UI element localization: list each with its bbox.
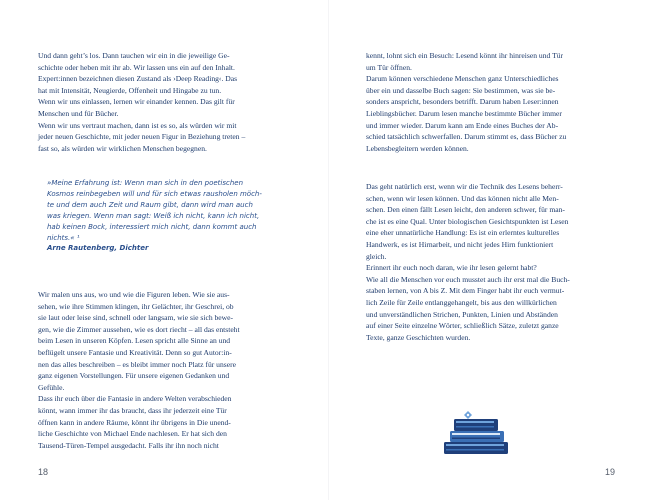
quote-line: nichts.« ¹: [47, 233, 80, 242]
text-line: schichte oder heben mit ihr ab. Wir lassen uns ein auf den Inhalt.: [38, 62, 235, 72]
text-line: um Tür öffnen.: [366, 62, 412, 72]
text-line: lich Zeile für Zeile entlanggehangelt, bis aus den willkürlichen: [366, 297, 557, 307]
quote-line: was kriegen. Wenn man sagt: Weiß ich nicht, kann ich nicht,: [47, 211, 260, 220]
page-number: 19: [605, 467, 616, 477]
text-line: Texte, ganze Geschichten wurden.: [366, 332, 471, 342]
text-line: Lieblingsbücher. Darum lesen manche bestimmte Bücher immer: [366, 108, 562, 118]
text-line: über ein und dasselbe Buch sagen: Sie bestimmen, was sie be-: [366, 85, 556, 95]
text-line: liche Geschichte von Michael Ende nachlesen. Er hat sich den: [38, 429, 227, 439]
text-line: Und dann geht’s los. Dann tauchen wir ein in die jeweilige Ge-: [38, 51, 230, 60]
text-line: schen. Den einen fällt Lesen leicht, den anderen schwer, für man-: [366, 205, 565, 215]
right-page: [329, 0, 658, 500]
text-line: kennt, lohnt sich ein Besuch: Lesend könnt ihr hinreisen und Tür: [366, 51, 564, 60]
text-line: staben lernen, von A bis Z. Mit dem Finger habt ihr euch vermut-: [366, 286, 565, 296]
text-line: eine eher unnatürliche Handlung: Es ist ein erlerntes kulturelles: [366, 228, 560, 238]
text-line: Erinnert ihr euch noch daran, wie ihr lesen gelernt habt?: [366, 263, 537, 273]
text-line: beflügelt unsere Fantasie und Kreativität. Denn so gut Autor:in-: [38, 347, 232, 357]
text-line: schen, wenn wir lesen können. Und das können nicht alle Men-: [366, 193, 559, 203]
text-line: öffnen kann in andere Räume, könnt ihr übrigens in Die unend-: [38, 417, 231, 427]
text-line: che ist es eine Qual. Unter biologischen Gesichtspunkten ist Lesen: [366, 216, 569, 226]
stacked-books-icon: [442, 408, 512, 456]
pull-quote: [47, 178, 287, 254]
text-line: nen das alles beschreiben – es bleibt immer noch Platz für unsere: [38, 359, 237, 369]
quote-line: »Meine Erfahrung ist: Wenn man sich in den poetischen: [47, 179, 244, 187]
text-line: Wir malen uns aus, wo und wie die Figuren leben. Wie sie aus-: [38, 290, 230, 299]
right-paragraph-1: [366, 50, 628, 154]
text-line: Wenn wir uns vertraut machen, dann ist es so, als würden wir mit: [38, 120, 237, 130]
text-line: hat mit Intensität, Neugierde, Offenheit und Hingabe zu tun.: [38, 85, 222, 95]
quote-line: te und dem auch Zeit und Raum gibt, dann wird man auch: [47, 200, 253, 209]
text-line: sie laut oder leise sind, schnell oder langsam, wie sie sich bewe-: [38, 313, 234, 323]
page-number: 18: [38, 467, 49, 477]
text-line: Darum können verschiedene Menschen ganz Unterschiedliches: [366, 74, 559, 84]
quote-line: Kosmos reinbegeben will und für sich etwas rausholen möch-: [47, 189, 262, 198]
right-paragraph-2: [366, 181, 628, 343]
text-line: und unverständlichen Strichen, Punkten, Linien und Abständen: [366, 309, 558, 319]
text-line: beim Lesen in unseren Köpfen. Lesen spricht alle Sinne an und: [38, 336, 231, 346]
text-line: und immer wieder. Darum kann am Ende eines Buches der Ab-: [366, 120, 559, 130]
text-line: Lebensbegleitern werden können.: [366, 143, 469, 153]
quote-line: hab keinen Bock, interessiert mich nicht, dann kommt auch: [47, 222, 257, 231]
text-line: Das geht natürlich erst, wenn wir die Technik des Lesens beherr-: [366, 182, 563, 191]
text-line: Handwerk, es ist Hirnarbeit, und nicht jedes Hirn funktioniert: [366, 239, 554, 249]
text-line: Tausend-Türen-Tempel ausgedacht. Falls ihr ihn noch nicht: [38, 440, 219, 450]
text-line: Expert:innen bezeichnen diesen Zustand als ›Deep Reading‹. Das: [38, 74, 238, 84]
left-paragraph-2: [38, 289, 300, 451]
text-line: Dass ihr euch über die Fantasie in andere Welten verabschieden: [38, 394, 232, 404]
text-line: ganz eigenen Vorstellungen. Für unsere eigenen Gedanken und: [38, 371, 230, 381]
text-line: Gefühle.: [38, 382, 65, 392]
left-paragraph-1: [38, 50, 300, 154]
text-line: schied tatsächlich schwerfallen. Darum stimmt es, dass Bücher zu: [366, 132, 567, 142]
quote-author: Arne Rautenberg, Dichter: [47, 244, 149, 253]
text-line: gleich.: [366, 251, 387, 261]
text-line: könnt, wann immer ihr das braucht, dass ihr jederzeit eine Tür: [38, 405, 227, 415]
text-line: sehen, wie ihre Stimmen klingen, ihr Gelächter, ihr Geschrei, ob: [38, 301, 234, 311]
text-line: Wie all die Menschen vor euch musstet auch ihr erst mal die Buch-: [366, 274, 570, 284]
text-line: fast so, als würden wir wirklichen Menschen begegnen.: [38, 143, 207, 153]
text-line: Menschen und für Bücher.: [38, 108, 119, 118]
text-line: Wenn wir uns einlassen, lernen wir einander kennen. Das gilt für: [38, 97, 235, 107]
text-line: auf einer Seite einzelne Wörter, schließlich Sätze, zuletzt ganze: [366, 321, 559, 331]
text-line: jeder neuen Geschichte, mit jeder neuen Figur in Beziehung treten –: [38, 132, 246, 142]
text-line: sonders anspricht, besonders betrifft. Darum haben Leser:innen: [366, 97, 559, 107]
text-line: gen, wie die Zimmer aussehen, wie es dort riecht – all das entsteht: [38, 324, 240, 334]
